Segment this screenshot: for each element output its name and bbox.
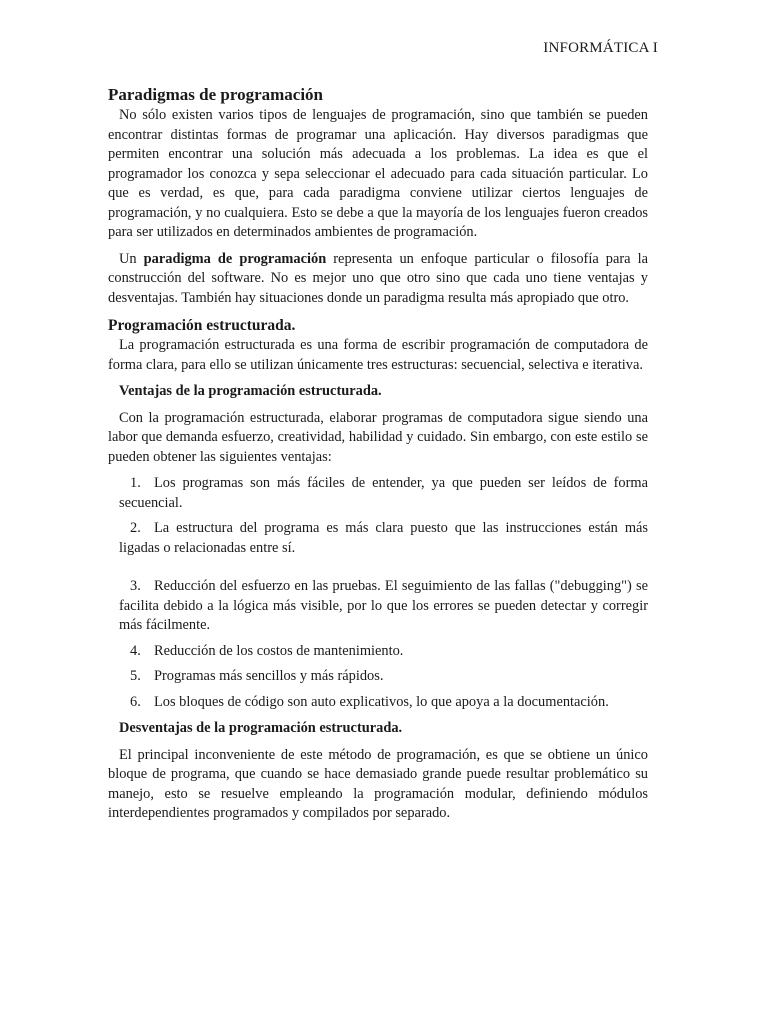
section-title-estructurada: Programación estructurada. [108,317,296,334]
running-header: INFORMÁTICA I [543,40,658,56]
bold-term: paradigma de programación [143,250,327,267]
list-item [108,519,648,558]
list-item [130,667,648,687]
list-item-text: Los bloques de código son auto explicativos, lo que apoya a la documentación. [154,693,609,710]
advantages-list [108,474,648,712]
list-item-text: La estructura del programa es más clara puesto que las instrucciones están más ligadas o relacionadas entre sí. [119,520,648,556]
paragraph-estructurada: La programación estructurada es una forma de escribir programación de computadora de forma clara, para ello se utilizan únicamente tres estructuras: secuencial, selectiva e iterativa. [108,337,648,373]
paragraph-paradigma-definition [108,250,648,309]
list-number: 4. [130,642,141,659]
paragraph-intro: No sólo existen varios tipos de lenguajes de programación, sino que también se pueden encontrar distintas formas de programar una aplicación. Hay diversos paradigmas que permiten encontrar una solución más adecuada a los problemas. La idea es que el programador los conozca y sepa seleccionar el adecuado para cada situación particular. Lo que es verdad, es que, para cada paradigma conviene utilizar ciertos lenguajes de programación, y no cualquiera. Esto se debe a que la mayoría de los lenguajes fueron creados para ser utilizados en determinados ambientes de programación. [108,107,648,240]
subsection-title-desventajas: Desventajas de la programación estructurada. [119,720,403,736]
list-item [130,693,648,713]
list-item-text: Los programas son más fáciles de entender, ya que pueden ser leídos de forma secuencial. [119,475,648,511]
subsection-title-ventajas: Ventajas de la programación estructurada. [119,383,382,399]
list-number: 6. [130,693,141,710]
list-number: 2. [130,520,141,536]
list-item-text: Reducción de los costos de mantenimiento. [154,642,404,659]
paragraph-text: Un [119,250,144,267]
section-title-paradigmas: Paradigmas de programación [108,85,324,104]
list-item [130,642,648,662]
document-body [108,84,648,824]
list-item [108,474,648,513]
list-item [108,577,648,636]
list-number: 1. [130,475,141,491]
list-number: 5. [130,668,141,684]
paragraph-desventajas: El principal inconveniente de este método de programación, es que se obtiene un único bloque de programa, que cuando se hace demasiado grande puede resultar problemático su manejo, esto se resuelve empleando la programación modular, definiendo módulos interdependientes programados y compilados por separado. [108,746,648,821]
list-item-text: Programas más sencillos y más rápidos. [154,668,384,684]
paragraph-ventajas-intro: Con la programación estructurada, elaborar programas de computadora sigue siendo una labor que demanda esfuerzo, creatividad, habilidad y cuidado. Sin embargo, con este estilo se pueden obtener las siguientes ventajas: [108,409,648,465]
list-number: 3. [130,578,141,594]
list-item-text: Reducción del esfuerzo en las pruebas. El seguimiento de las fallas ("debugging") se facilita debido a la lógica más visible, por lo que los errores se pueden detectar y corregir más fácilmente. [119,578,648,633]
paragraph-text: representa un enfoque particular o filosofía para la construcción del software. No es mejor uno que otro sino que cada uno tiene ventajas y desventajas. También hay situaciones donde un paradigma resulta más apropiado que otro. [108,250,648,306]
